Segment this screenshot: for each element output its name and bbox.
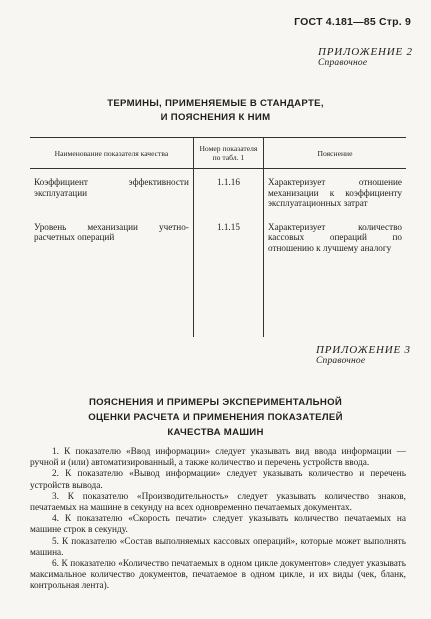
term-name: Коэффициент эффективности эксплуатации xyxy=(34,177,189,198)
appendix-2-label xyxy=(318,46,413,68)
term-explanation: Характеризует отношение механизации к коэффициенту эксплуатационных затрат xyxy=(263,169,406,214)
paragraph: 1. К показателю «Ввод информации» следует указывать вид ввода информации — ручной и (или) автоматизированный, а также количество и перечень устройств ввода. xyxy=(30,447,406,469)
terms-table xyxy=(30,137,406,337)
section-2-title-line: ОЦЕНКИ РАСЧЕТА И ПРИМЕНЕНИЯ ПОКАЗАТЕЛЕЙ xyxy=(88,412,343,423)
term-number: 1.1.16 xyxy=(193,169,263,214)
term-number: 1.1.15 xyxy=(193,214,263,338)
appendix-3-subtitle: Справочное xyxy=(316,356,366,366)
paragraph: 5. К показателю «Состав выполняемых кассовых операций», которые может выполнять машина. xyxy=(30,536,406,558)
table-header-row xyxy=(30,138,406,169)
paragraph: 3. К показателю «Производительность» следует указывать количество знаков, печатаемых на машине в секунду на всех одновременно печатаемых документах. xyxy=(30,491,406,514)
section-2-title-line: КАЧЕСТВА МАШИН xyxy=(167,427,264,438)
table-row xyxy=(30,214,406,338)
term-explanation: Характеризует количество кассовых операций по отношению к лучшему аналогу xyxy=(263,214,406,338)
paragraph: 2. К показателю «Вывод информации» следует указывать количество и перечень устройств вывода. xyxy=(30,469,406,491)
column-header-explanation: Пояснение xyxy=(263,138,406,169)
section-1-title xyxy=(40,97,391,125)
explanations-body xyxy=(30,447,406,593)
term-name: Уровень механизации учетно-расчетных операций xyxy=(34,221,189,242)
paragraph: 4. К показателю «Скорость печати» следует указывать количество печатаемых на машине строк в секунду. xyxy=(30,514,406,536)
column-header-name: Наименование показателя качества xyxy=(30,138,193,169)
appendix-3-title: ПРИЛОЖЕНИЕ 3 xyxy=(316,344,411,356)
section-1-title-line: И ПОЯСНЕНИЯ К НИМ xyxy=(160,112,271,123)
appendix-2-subtitle: Справочное xyxy=(318,58,368,68)
page-header: ГОСТ 4.181—85 Стр. 9 xyxy=(294,16,411,28)
section-1-title-line: ТЕРМИНЫ, ПРИМЕНЯЕМЫЕ В СТАНДАРТЕ, xyxy=(107,98,324,109)
section-2-title-line: ПОЯСНЕНИЯ И ПРИМЕРЫ ЭКСПЕРИМЕНТАЛЬНОЙ xyxy=(88,397,343,408)
appendix-2-title: ПРИЛОЖЕНИЕ 2 xyxy=(318,46,413,58)
paragraph: 6. К показателю «Количество печатаемых в одном цикле документов» следует указывать максимальное количество документов, печатаемое в одном цикле, и их виды (чек, бланк, контрольная лента). xyxy=(30,559,406,592)
table-row xyxy=(30,169,406,214)
appendix-3-label xyxy=(316,344,411,366)
section-2-title xyxy=(40,395,391,440)
column-header-number: Номер показателя по табл. 1 xyxy=(193,138,263,169)
